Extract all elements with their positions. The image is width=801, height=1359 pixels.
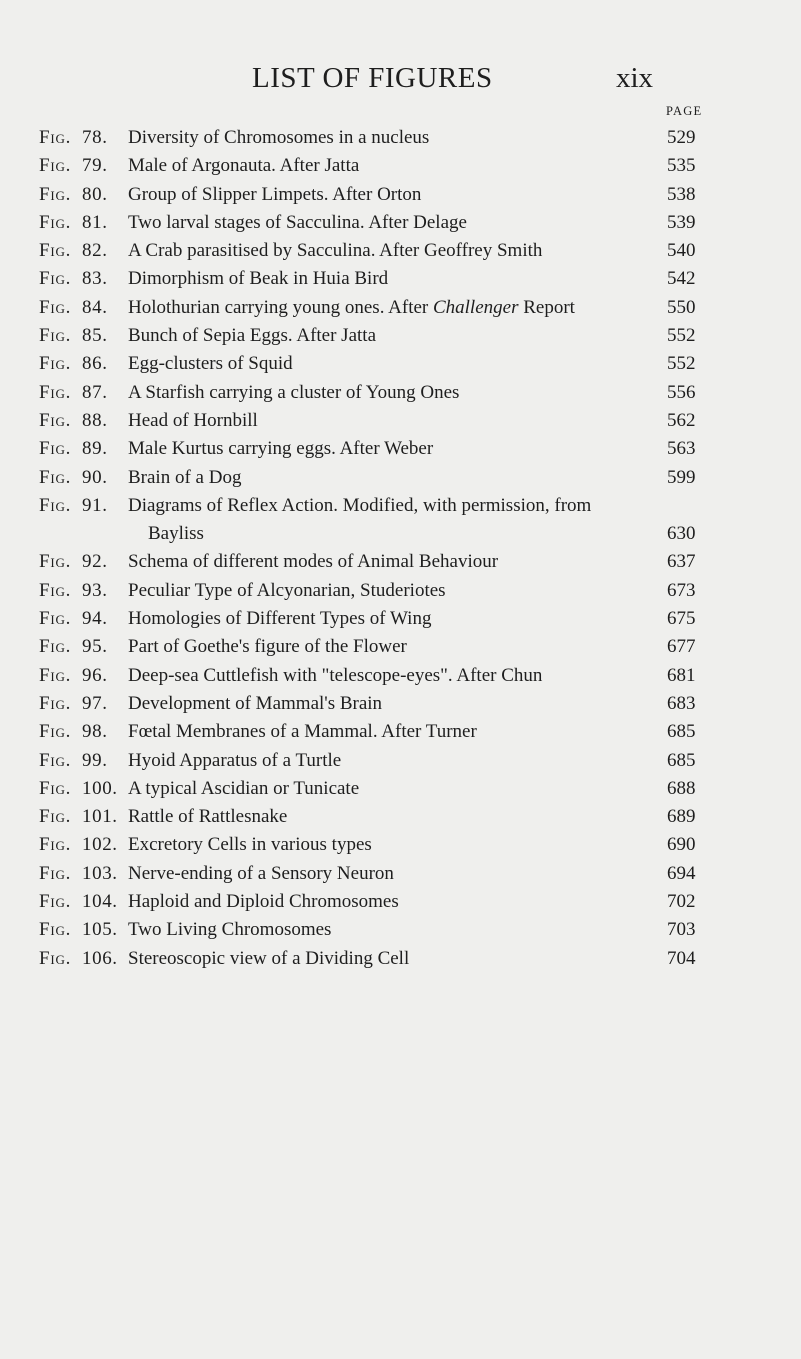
- figure-number: 105.: [82, 919, 118, 941]
- figure-number: 95.: [82, 636, 108, 658]
- figure-title: [128, 860, 394, 888]
- figure-entry: [0, 577, 801, 605]
- figure-entry: [0, 945, 801, 973]
- figure-number: 80.: [82, 183, 108, 205]
- figure-number: 90.: [82, 466, 108, 488]
- figure-page-number: 703: [667, 919, 696, 941]
- figure-title: [128, 209, 467, 237]
- figure-number: 106.: [82, 947, 118, 969]
- figure-number: 93.: [82, 579, 108, 601]
- figure-title: [128, 181, 421, 209]
- figure-title-text: Hyoid Apparatus of a Turtle: [128, 749, 342, 771]
- figure-entry: [0, 803, 801, 831]
- figure-label: Fig.: [39, 127, 72, 148]
- figure-page-number: 550: [667, 296, 696, 318]
- figure-page-number: 538: [667, 183, 696, 205]
- figure-entry: [0, 294, 801, 322]
- page-number-roman: xix: [616, 62, 654, 94]
- figure-title-text: Rattle of Rattlesnake: [128, 806, 288, 828]
- figure-label: Fig.: [39, 947, 72, 969]
- figure-label: Fig.: [39, 268, 72, 290]
- figure-title-text: Homologies of Different Types of Wing: [128, 608, 432, 630]
- figure-number: 83.: [82, 268, 108, 290]
- figure-number: 84.: [82, 296, 108, 318]
- figure-entry: [0, 209, 801, 237]
- figure-entry: [0, 350, 801, 378]
- figure-label: Fig.: [39, 664, 72, 686]
- figure-number: 91.: [82, 494, 108, 516]
- figure-title-text: A typical Ascidian or Tunicate: [128, 777, 360, 799]
- figure-title: [128, 662, 542, 690]
- figure-title-text: Nerve-ending of a Sensory Neuron: [128, 862, 394, 884]
- figure-page-number: 535: [667, 155, 696, 177]
- figure-label: Fig.: [39, 636, 72, 658]
- figure-title-text: Male of Argonauta. After Jatta: [128, 155, 360, 177]
- figure-page-number: 675: [667, 608, 696, 630]
- figure-entry: [0, 379, 801, 407]
- figure-title: [128, 492, 591, 549]
- figure-label: Fig.: [39, 806, 72, 828]
- figure-title: [128, 124, 429, 152]
- figure-title: [128, 718, 477, 746]
- figure-page-number: 637: [667, 551, 696, 573]
- figure-title-text: Excretory Cells in various types: [128, 834, 372, 856]
- figure-page-number: 681: [667, 664, 696, 686]
- figure-label: Fig.: [39, 608, 72, 630]
- figure-label: Fig.: [39, 381, 72, 403]
- figure-title: [128, 945, 409, 973]
- figure-entry: [0, 747, 801, 775]
- figure-title: [128, 294, 575, 322]
- figure-page-number: 556: [667, 381, 696, 403]
- figure-entry: [0, 124, 801, 152]
- figure-label: Fig.: [39, 296, 72, 318]
- figure-page-number: 542: [667, 268, 696, 290]
- figure-title-text: Peculiar Type of Alcyonarian, Studeriotes: [128, 579, 446, 601]
- figure-page-number: 685: [667, 749, 696, 771]
- figure-number: 86.: [82, 353, 108, 375]
- figure-number: 87.: [82, 381, 108, 403]
- figure-label: Fig.: [39, 155, 72, 177]
- figure-entry: [0, 181, 801, 209]
- figure-label: Fig.: [39, 183, 72, 205]
- figure-number: 94.: [82, 608, 108, 630]
- figure-number: 104.: [82, 891, 118, 913]
- figure-entry: [0, 265, 801, 293]
- figure-entry: [0, 690, 801, 718]
- figure-entry: [0, 860, 801, 888]
- figure-title: [128, 322, 376, 350]
- figure-title-text: Egg-clusters of Squid: [128, 353, 293, 375]
- figure-page-number: 689: [667, 806, 696, 828]
- figure-number: 97.: [82, 692, 108, 714]
- figure-title-text: A Crab parasitised by Sacculina. After Geoffrey Smith: [128, 240, 543, 262]
- figure-number: 100.: [82, 777, 118, 799]
- figure-title-text: Two Living Chromosomes: [128, 919, 332, 941]
- figure-title-text: Stereoscopic view of a Dividing Cell: [128, 947, 410, 969]
- figure-page-number: 677: [667, 636, 696, 658]
- figure-title-italic: Challenger: [432, 296, 519, 318]
- figure-page-number: 630: [667, 523, 696, 545]
- figure-title-continuation: Bayliss: [148, 523, 204, 545]
- figure-entry: [0, 662, 801, 690]
- figure-label: Fig.: [39, 579, 72, 601]
- figure-title: [128, 379, 459, 407]
- figure-entry: [0, 633, 801, 661]
- figure-title: [128, 747, 341, 775]
- figure-label: Fig.: [39, 438, 72, 460]
- figure-title: [128, 350, 293, 378]
- figure-entry: [0, 492, 801, 549]
- figure-number: 88.: [82, 409, 108, 431]
- figure-entry: [0, 916, 801, 944]
- figure-number: 82.: [82, 240, 108, 262]
- figure-entry: [0, 464, 801, 492]
- figure-entry: [0, 237, 801, 265]
- figure-label: Fig.: [39, 749, 72, 771]
- figure-number: 99.: [82, 749, 108, 771]
- figure-page-number: 704: [667, 947, 696, 969]
- figure-title: [128, 803, 287, 831]
- figure-label: Fig.: [39, 692, 72, 714]
- page-title: LIST OF FIGURES: [252, 62, 493, 94]
- figure-page-number: 694: [667, 862, 696, 884]
- figure-title-text: Dimorphism of Beak in Huia Bird: [128, 268, 389, 290]
- figure-number: 96.: [82, 664, 108, 686]
- figure-entry: [0, 435, 801, 463]
- figure-title: [128, 152, 359, 180]
- figure-title: [128, 633, 407, 661]
- figure-entry: [0, 775, 801, 803]
- figure-title: [128, 831, 372, 859]
- figure-label: Fig.: [39, 211, 72, 233]
- figure-title-part: Report: [518, 296, 575, 318]
- figure-entry: [0, 548, 801, 576]
- figure-label: Fig.: [39, 409, 72, 431]
- figure-title-text: Diagrams of Reflex Action. Modified, with permission, from: [128, 494, 592, 516]
- figure-title: [128, 548, 498, 576]
- figure-title: [128, 605, 431, 633]
- figure-label: Fig.: [39, 777, 72, 799]
- figure-title-text: Part of Goethe's figure of the Flower: [128, 636, 407, 658]
- figure-label: Fig.: [39, 891, 72, 913]
- figure-page-number: 529: [667, 127, 696, 148]
- figure-label: Fig.: [39, 721, 72, 743]
- figure-page-number: 539: [667, 211, 696, 233]
- figure-number: 102.: [82, 834, 118, 856]
- figure-title: [128, 690, 382, 718]
- figure-number: 78.: [82, 127, 108, 148]
- figure-page-number: 702: [667, 891, 696, 913]
- figure-label: Fig.: [39, 353, 72, 375]
- figure-page-number: 690: [667, 834, 696, 856]
- figure-number: 98.: [82, 721, 108, 743]
- figure-entry: [0, 718, 801, 746]
- figure-title-text: A Starfish carrying a cluster of Young Ones: [128, 381, 460, 403]
- figure-title: [128, 775, 359, 803]
- figure-label: Fig.: [39, 494, 72, 516]
- figure-title: [128, 237, 542, 265]
- figure-number: 79.: [82, 155, 108, 177]
- figure-page-number: 673: [667, 579, 696, 601]
- figure-title: [128, 435, 433, 463]
- figure-page-number: 563: [667, 438, 696, 460]
- figure-title-text: Deep-sea Cuttlefish with "telescope-eyes". After Chun: [128, 664, 543, 686]
- figure-number: 101.: [82, 806, 118, 828]
- figure-number: 85.: [82, 325, 108, 347]
- figure-title-text: Bunch of Sepia Eggs. After Jatta: [128, 325, 377, 347]
- figure-title: [128, 407, 258, 435]
- figure-title: [128, 577, 446, 605]
- figure-page-number: 552: [667, 325, 696, 347]
- figure-label: Fig.: [39, 466, 72, 488]
- figure-label: Fig.: [39, 240, 72, 262]
- figure-title-text: Schema of different modes of Animal Behaviour: [128, 551, 499, 573]
- figure-page-number: 683: [667, 692, 696, 714]
- figure-title: [128, 888, 399, 916]
- figure-title: [128, 464, 241, 492]
- figure-title-text: Development of Mammal's Brain: [128, 692, 383, 714]
- figure-page-number: 688: [667, 777, 696, 799]
- figure-entry: [0, 888, 801, 916]
- figure-title-text: Haploid and Diploid Chromosomes: [128, 891, 399, 913]
- figure-entry: [0, 152, 801, 180]
- figure-title-text: Male Kurtus carrying eggs. After Weber: [128, 438, 434, 460]
- figure-title: [128, 265, 388, 293]
- figure-page-number: 552: [667, 353, 696, 375]
- figure-title-text: Diversity of Chromosomes in a nucleus: [128, 127, 430, 148]
- figure-page-number: 685: [667, 721, 696, 743]
- figure-title-text: Brain of a Dog: [128, 466, 242, 488]
- figure-entry: [0, 322, 801, 350]
- figure-entry: [0, 407, 801, 435]
- figure-list: [0, 124, 801, 973]
- figure-number: 89.: [82, 438, 108, 460]
- figure-title-text: Fœtal Membranes of a Mammal. After Turner: [128, 721, 477, 743]
- figure-label: Fig.: [39, 551, 72, 573]
- figure-entry: [0, 605, 801, 633]
- figure-number: 92.: [82, 551, 108, 573]
- figure-label: Fig.: [39, 834, 72, 856]
- figure-label: Fig.: [39, 862, 72, 884]
- figure-label: Fig.: [39, 919, 72, 941]
- figure-entry: [0, 831, 801, 859]
- figure-title: [128, 916, 331, 944]
- figure-label: Fig.: [39, 325, 72, 347]
- figure-page-number: 540: [667, 240, 696, 262]
- figure-title-text: Head of Hornbill: [128, 409, 258, 431]
- figure-number: 103.: [82, 862, 118, 884]
- figure-title-part: Holothurian carrying young ones. After: [128, 296, 433, 318]
- figure-title-text: Group of Slipper Limpets. After Orton: [128, 183, 422, 205]
- figure-page-number: 562: [667, 409, 696, 431]
- figure-page-number: 599: [667, 466, 696, 488]
- figure-number: 81.: [82, 211, 108, 233]
- figure-title-text: Two larval stages of Sacculina. After Delage: [128, 211, 467, 233]
- page-column-label: PAGE: [666, 104, 703, 118]
